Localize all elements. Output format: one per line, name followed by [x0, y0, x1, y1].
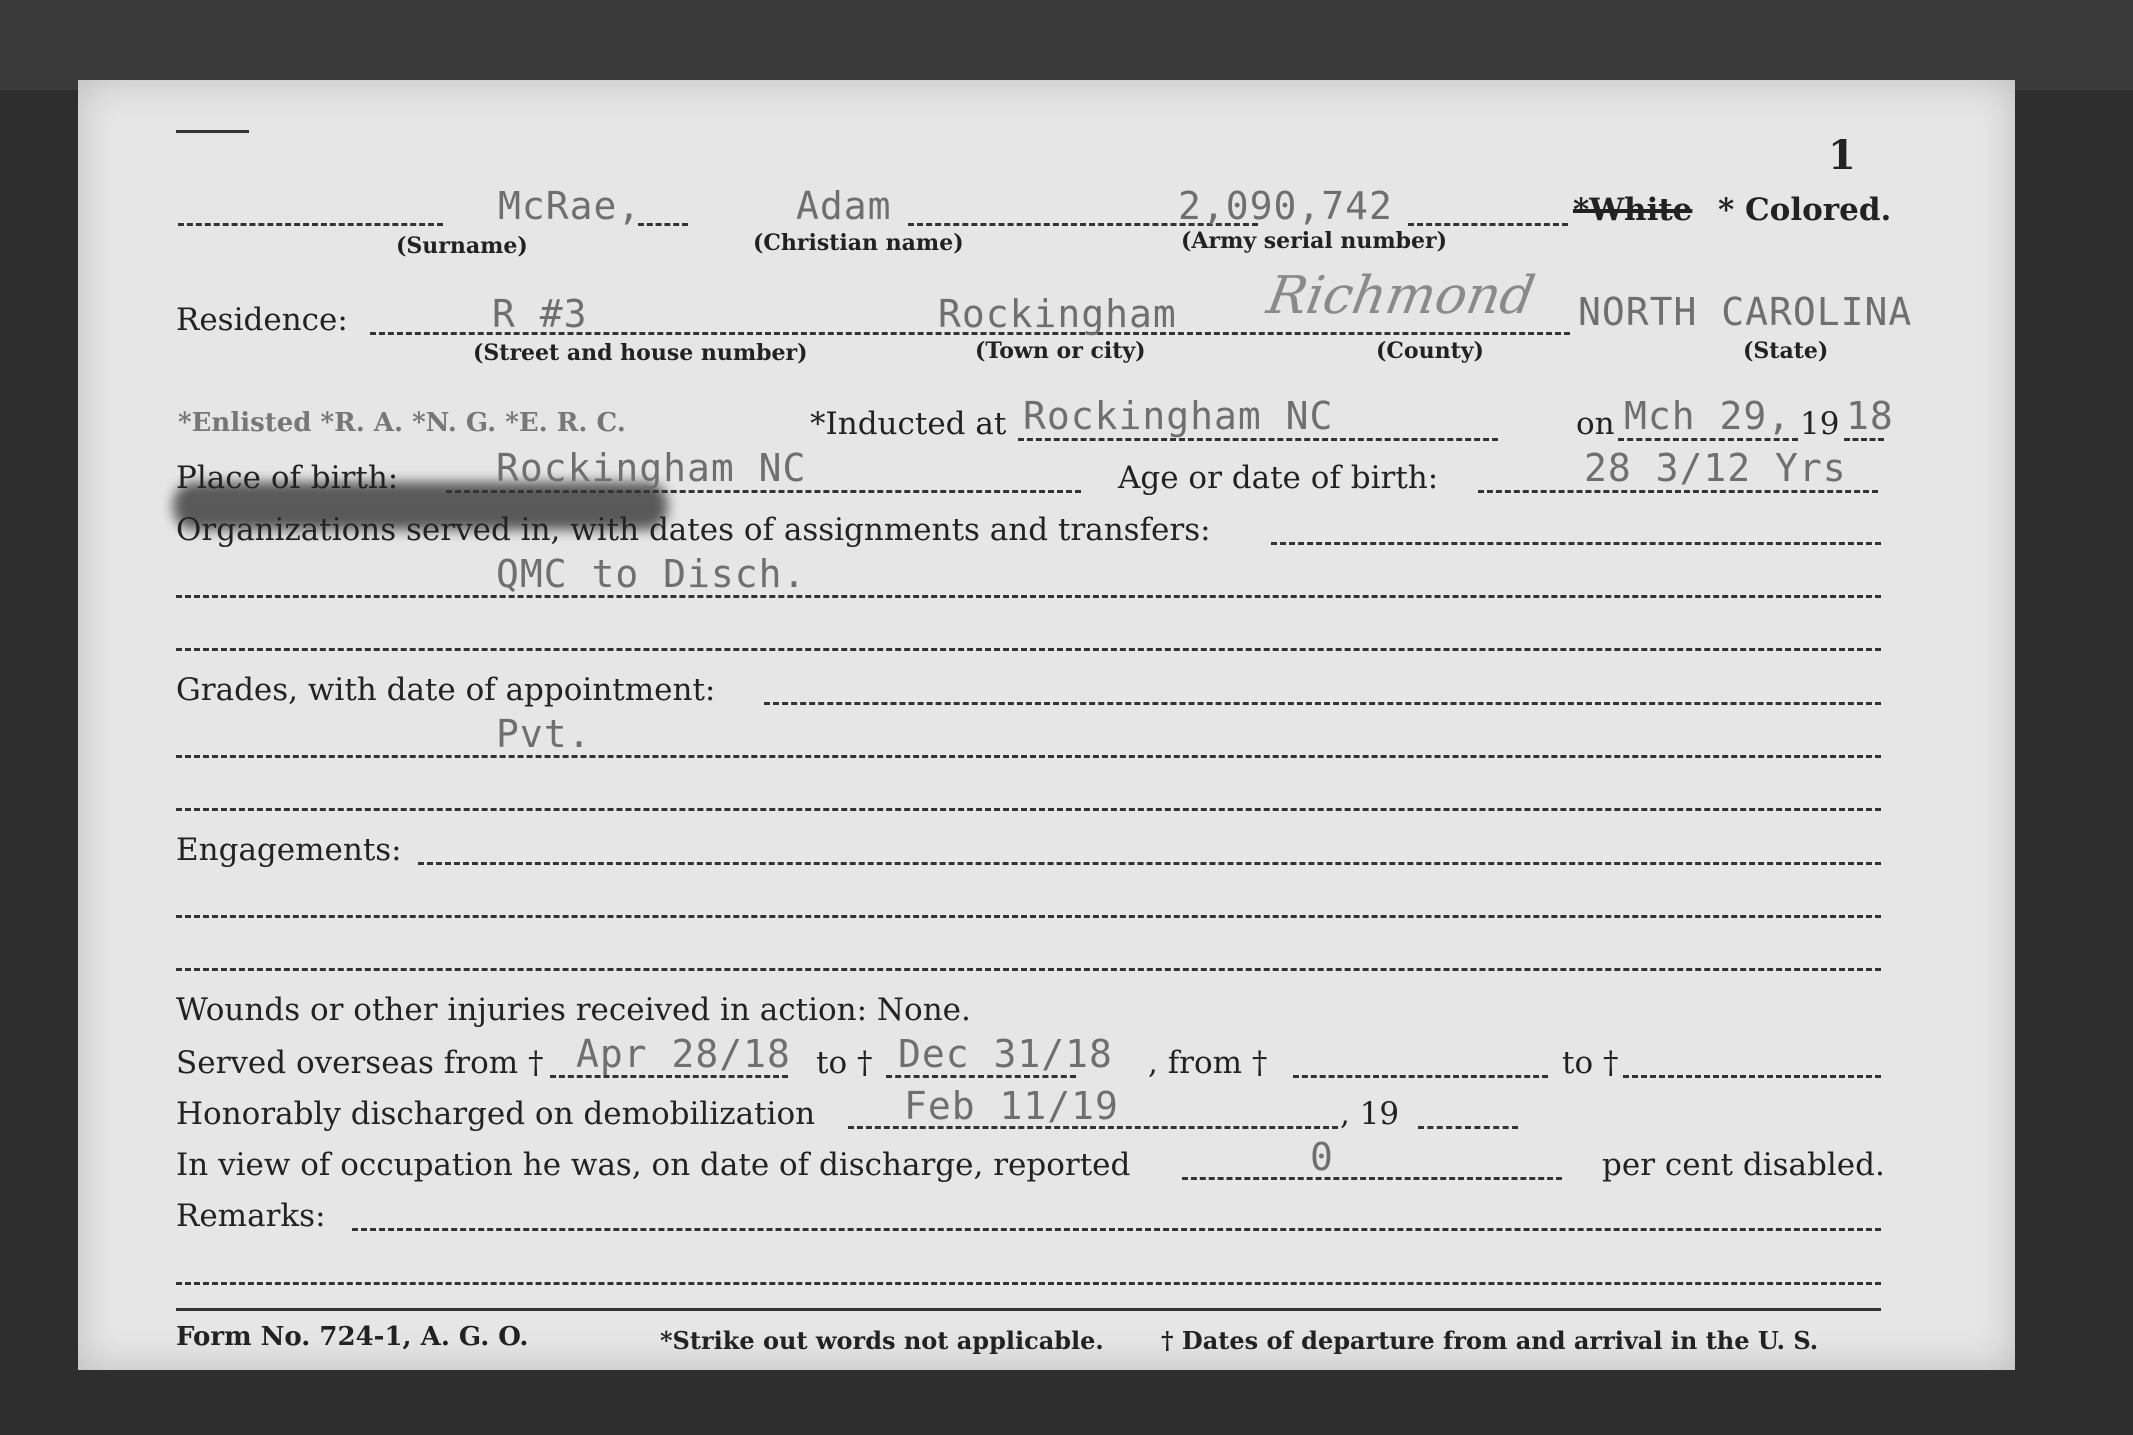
county-caption: (County) — [1376, 338, 1484, 364]
engagements-line-1 — [418, 862, 1881, 865]
engagements-line-2 — [176, 915, 1881, 918]
christian-name-caption: (Christian name) — [753, 230, 964, 256]
place-of-birth-value: Rockingham NC — [496, 446, 807, 490]
strike-note: *Strike out words not applicable. — [660, 1326, 1104, 1355]
street-value: R #3 — [492, 292, 588, 336]
street-caption: (Street and house number) — [473, 340, 808, 366]
surname-line — [178, 223, 443, 226]
state-value: NORTH CAROLINA — [1578, 290, 1913, 334]
surname-caption: (Surname) — [396, 233, 528, 259]
remarks-label: Remarks: — [176, 1198, 326, 1234]
disability-line — [1182, 1177, 1562, 1180]
age-line — [1478, 490, 1878, 493]
overseas-to2-label: to † — [1562, 1045, 1619, 1081]
overseas-from-value: Apr 28/18 — [576, 1032, 791, 1076]
footer-rule — [176, 1308, 1881, 1311]
age-label: Age or date of birth: — [1118, 460, 1439, 496]
service-record-card — [78, 80, 2015, 1370]
grades-line-1 — [764, 702, 1881, 705]
corner-rule — [176, 130, 249, 133]
organizations-value: QMC to Disch. — [496, 552, 807, 596]
scanner-background — [0, 0, 2133, 90]
place-of-birth-label: Place of birth: — [176, 460, 399, 496]
state-caption: (State) — [1743, 338, 1829, 364]
overseas-to2-line — [1623, 1075, 1881, 1078]
disability-label: In view of occupation he was, on date of discharge, reported — [176, 1147, 1131, 1183]
overseas-from2-label: , from † — [1148, 1045, 1268, 1081]
engagements-line-3 — [176, 968, 1881, 971]
overseas-to-label: to † — [816, 1045, 873, 1081]
serial-number-caption: (Army serial number) — [1181, 228, 1448, 254]
overseas-to-value: Dec 31/18 — [898, 1032, 1113, 1076]
serial-line — [1408, 223, 1568, 226]
grades-line-2 — [176, 755, 1881, 758]
age-value: 28 3/12 Yrs — [1584, 446, 1847, 490]
induction-year: 18 — [1846, 394, 1894, 438]
wounds-label: Wounds or other injuries received in action: None. — [176, 992, 971, 1028]
birth-place-line — [446, 490, 1081, 493]
grades-value: Pvt. — [496, 712, 592, 756]
induction-date: Mch 29, — [1624, 394, 1792, 438]
christian-name-value: Adam — [796, 184, 892, 228]
inducted-line — [1018, 438, 1498, 441]
remarks-line-2 — [176, 1282, 1881, 1285]
disability-suffix: per cent disabled. — [1602, 1147, 1885, 1183]
colored-label: * Colored. — [1718, 192, 1892, 228]
organizations-label: Organizations served in, with dates of assignments and transfers: — [176, 512, 1211, 548]
org-line-2 — [176, 595, 1881, 598]
town-value: Rockingham — [938, 292, 1177, 336]
inducted-at-value: Rockingham NC — [1023, 394, 1334, 438]
county-value: Richmond — [1262, 266, 1540, 326]
white-label: *White — [1573, 192, 1693, 228]
org-line-1 — [1271, 542, 1881, 545]
on-label: on — [1576, 406, 1615, 442]
serial-number-value: 2,090,742 — [1178, 184, 1393, 228]
disability-value: 0 — [1310, 1135, 1334, 1179]
surname-line-2 — [638, 223, 688, 226]
org-line-3 — [176, 648, 1881, 651]
discharge-year-label: , 19 — [1340, 1096, 1400, 1132]
card-number: 1 — [1828, 132, 1856, 179]
discharge-year-line — [1418, 1126, 1518, 1129]
surname-value: McRae, — [498, 184, 642, 228]
residence-label: Residence: — [176, 302, 348, 338]
enlisted-options: *Enlisted *R. A. *N. G. *E. R. C. — [178, 408, 626, 438]
form-number: Form No. 724-1, A. G. O. — [176, 1322, 529, 1352]
overseas-label: Served overseas from † — [176, 1045, 544, 1081]
town-caption: (Town or city) — [975, 338, 1146, 364]
engagements-label: Engagements: — [176, 832, 402, 868]
grades-line-3 — [176, 808, 1881, 811]
year-prefix: 19 — [1800, 406, 1840, 442]
discharge-date-value: Feb 11/19 — [904, 1084, 1119, 1128]
date-line — [1618, 438, 1798, 441]
overseas-from2-line — [1293, 1075, 1548, 1078]
grades-label: Grades, with date of appointment: — [176, 672, 716, 708]
remarks-line-1 — [352, 1228, 1881, 1231]
discharge-label: Honorably discharged on demobilization — [176, 1096, 816, 1132]
dagger-note: † Dates of departure from and arrival in the U. S. — [1161, 1326, 1819, 1355]
year-line — [1844, 438, 1884, 441]
inducted-label: *Inducted at — [810, 406, 1007, 442]
